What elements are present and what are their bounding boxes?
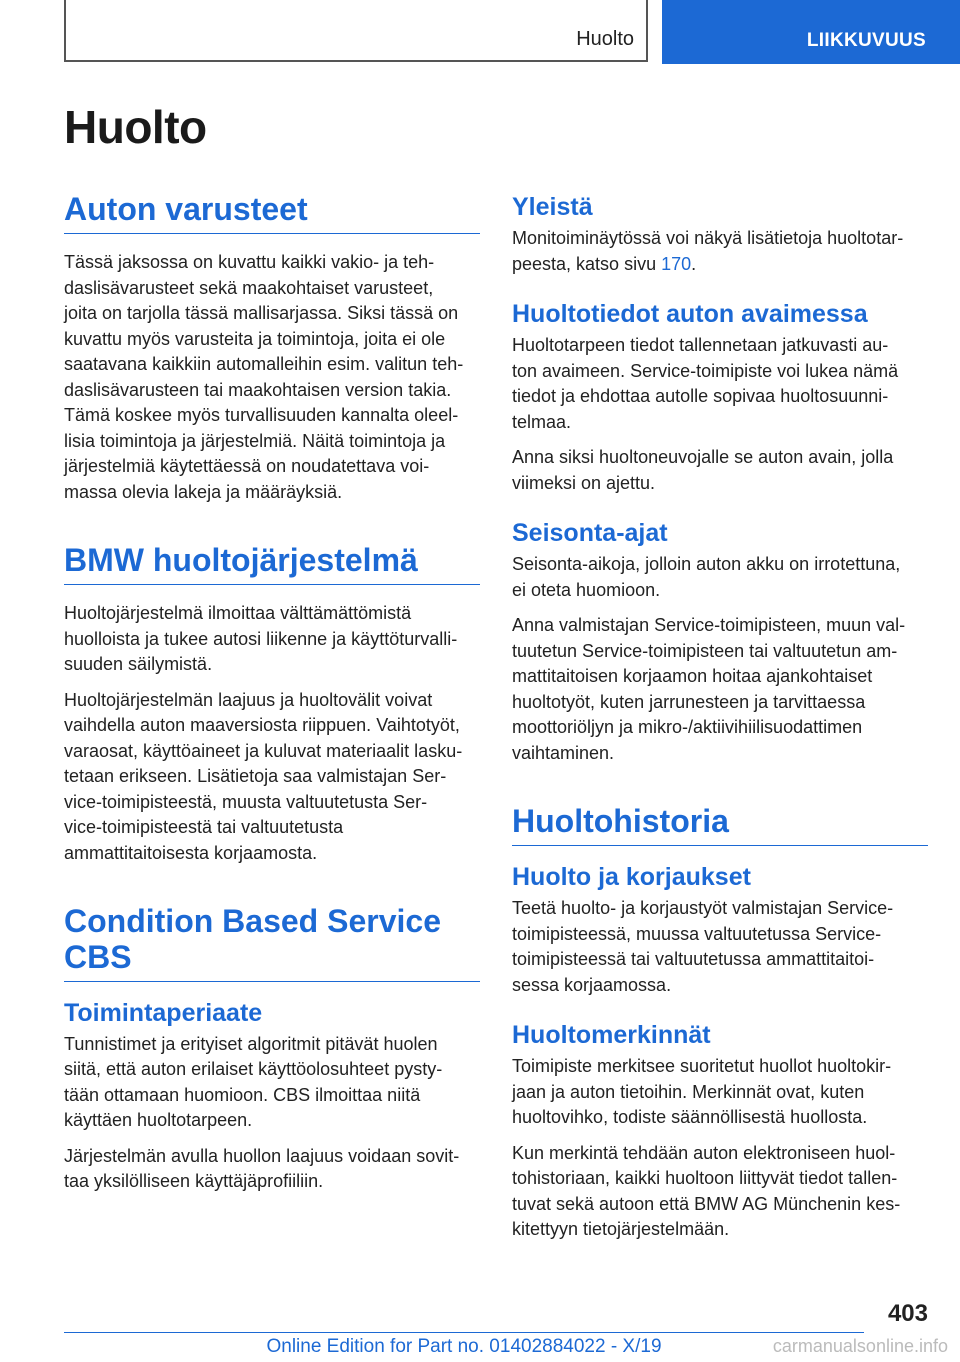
yleista-period: . (691, 253, 697, 274)
paragraph-avaimessa-2: Anna siksi huoltoneuvojalle se auton avain, jolla viimeksi on ajettu. (512, 447, 894, 493)
page-number: 403 (887, 1300, 928, 1327)
paragraph-seisonta-2: Anna valmistajan Service-toimipisteen, muun val- tuutetun Service-toimipisteen tai valtuutetun am- mattitaitoisen korjaamon hoitaa ajankohtaiset huoltotyöt, kuten jarrunesteen ja tarvittaessa moottoriöljyn ja mikro-/aktiivihiilisuodattimen vaihtaminen. (512, 615, 906, 763)
footer-divider (64, 1332, 864, 1333)
section-label: LIIKKUVUUS (806, 30, 926, 51)
paragraph-bmw-huolto-2: Huoltojärjestelmän laajuus ja huoltovälit voivat vaihdella auton maaversiosta riippuen. Vaihtotyöt, varaosat, käyttöaineet ja kuluvat materiaalit lasku- tetaan erikseen. Lisätietoja saa valmistajan Ser- vice-toimipisteestä, muusta valtuutetusta Ser- vice-toimipisteestä tai valtuutetusta ammattitaitoisesta korjaamosta. (64, 689, 463, 863)
heading-huoltomerkinnat: Huoltomerkinnät (512, 1021, 711, 1050)
heading-condition-based-service: Condition Based Service CBS (64, 904, 480, 981)
footer-edition-text: Online Edition for Part no. 01402884022 - X/19 (266, 1336, 662, 1357)
header-chapter-box (64, 0, 648, 62)
paragraph-avaimessa-1: Huoltotarpeen tiedot tallennetaan jatkuvasti au- ton avaimeen. Service-toimipiste voi lukea nämä tiedot ja ehdottaa autolle sopivaa huoltosuunni- telmaa. (512, 335, 899, 432)
paragraph-seisonta-1: Seisonta-aikoja, jolloin auton akku on irrotettuna, ei oteta huomioon. (512, 554, 901, 600)
heading-yleista: Yleistä (512, 193, 593, 221)
paragraph-korjaukset: Teetä huolto- ja korjaustyöt valmistajan Service- toimipisteessä, muussa valtuutetussa Service- toimipisteessä tai valtuutetussa ammattitaitoi- sessa korjaamossa. (512, 898, 894, 995)
yleista-text: Monitoiminäytössä voi näkyä lisätietoja huoltotar- peesta, katso sivu (512, 228, 904, 274)
right-column (512, 192, 928, 1253)
paragraph-cbs-2: Järjestelmän avulla huollon laajuus voidaan sovit- taa yksilölliseen käyttäjäprofiiliin. (64, 1145, 460, 1192)
heading-seisonta-ajat: Seisonta-ajat (512, 519, 668, 547)
paragraph-cbs-1: Tunnistimet ja erityiset algoritmit pitävät huolen siitä, että auton erilaiset käyttöolosuhteet pysty- tään ottamaan huomioon. CBS ilmoittaa niitä käyttäen huoltotarpeen. (64, 1033, 443, 1131)
heading-huoltohistoria: Huoltohistoria (512, 804, 928, 846)
heading-auton-varusteet: Auton varusteet (64, 192, 480, 234)
page-title: Huolto (64, 101, 207, 153)
paragraph-bmw-huolto-1: Huoltojärjestelmä ilmoittaa välttämättömistä huolloista ja tukee autosi liikenne ja käyttöturvalli- suuden säilymistä. (64, 603, 458, 675)
paragraph-merkinnat-1: Toimipiste merkitsee suoritetut huollot huoltokir- jaan ja auton tietoihin. Merkinnät ovat, kuten huoltovihko, todiste säännöllisestä huollosta. (512, 1056, 892, 1128)
heading-toimintaperiaate: Toimintaperiaate (64, 998, 263, 1027)
chapter-title: Huolto (576, 28, 634, 50)
heading-bmw-huoltojarjestelma: BMW huoltojärjestelmä (64, 543, 480, 585)
paragraph-merkinnat-2: Kun merkintä tehdään auton elektroniseen huol- tohistoriaan, kaikki huoltoon liittyvät tiedot tallen- tuvat sekä autoon että BMW AG Münchenin kes- kitettyyn tietojärjestelmään. (512, 1142, 901, 1240)
paragraph-yleista (512, 226, 928, 277)
paragraph-auton-varusteet: Tässä jaksossa on kuvattu kaikki vakio- ja teh- daslisävarusteet sekä maakohtaiset varusteet, joita on tarjolla tässä mallisarjassa. Siksi tässä on kuvattu myös varusteita ja toimintoja, joita ei ole saatavana kaikkiin automalleihin esim. valitun teh- daslisävarusteen tai maakohtaisen version takia. Tämä koskee myös turvallisuuden kannalta oleel- lisia toimintoja ja järjestelmiä. Näitä toimintoja ja järjestelmiä käytettäessä on noudatettava voi- massa olevia lakeja ja määräyksiä. (64, 252, 464, 502)
heading-huoltotiedot-avaimessa: Huoltotiedot auton avaimessa (512, 300, 868, 328)
page-reference-link[interactable]: 170 (661, 253, 692, 274)
left-column (64, 192, 480, 1205)
header-section-tab[interactable] (662, 0, 960, 64)
watermark: carmanualsonline.info (772, 1336, 948, 1356)
heading-huolto-ja-korjaukset: Huolto ja korjaukset (512, 863, 751, 892)
